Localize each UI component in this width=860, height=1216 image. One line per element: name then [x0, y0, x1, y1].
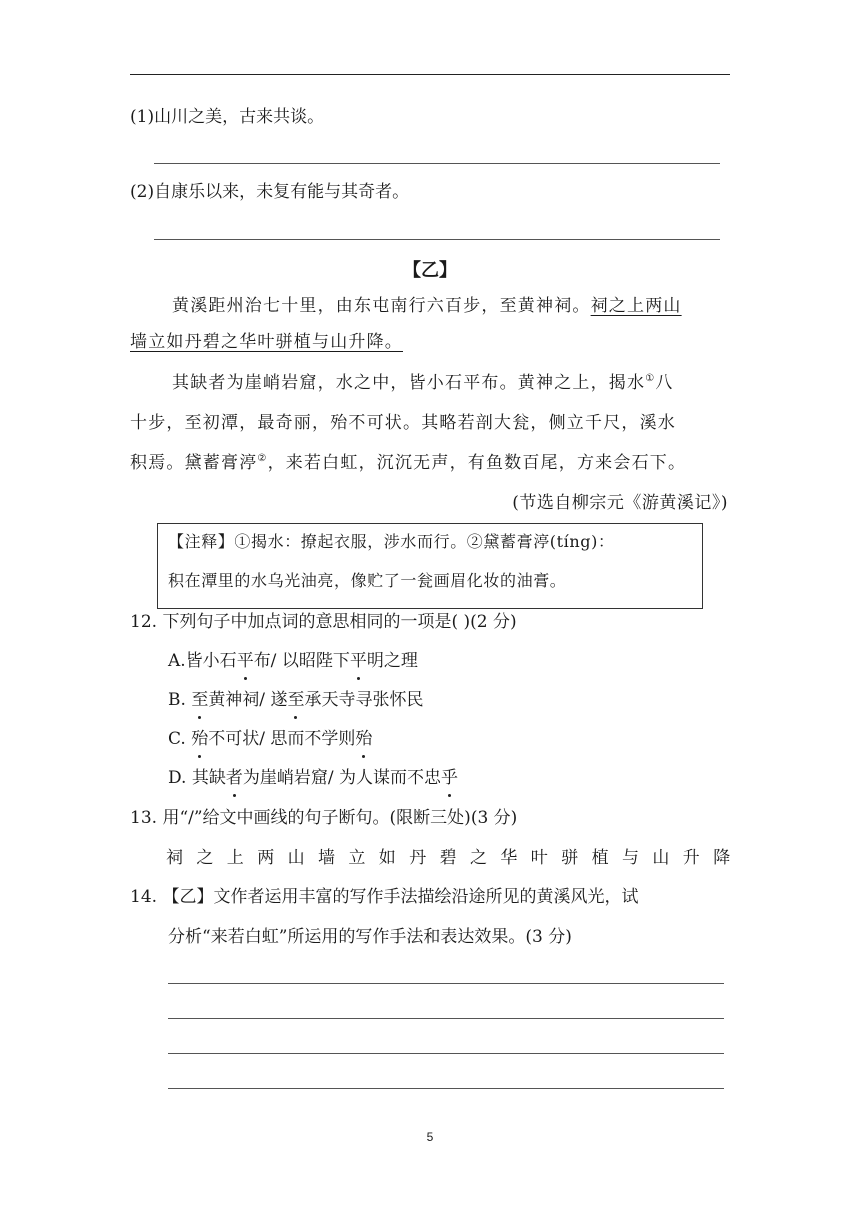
option-text: 承天寺寻张怀民 [304, 690, 424, 710]
source-citation: (节选自柳宗元《游黄溪记》) [512, 493, 728, 513]
answer-line[interactable] [168, 983, 724, 984]
answer-line[interactable] [154, 163, 720, 164]
passage-text: 积焉。黛蓄膏渟 [130, 453, 258, 473]
sentence-to-punctuate[interactable]: 祠之上两山墙立如丹碧之华叶骈植与山升降 [166, 848, 744, 868]
dotted-char: 者 [226, 765, 243, 791]
option-text: 布/ 以昭陛下 [253, 651, 350, 671]
passage-line: 十步，至初潭，最奇丽，殆不可状。其略若剖大瓮，侧立千尺，溪水 [130, 413, 676, 433]
section-title: 【乙】 [403, 260, 457, 281]
footnote-mark: ① [645, 373, 656, 384]
item-2: (2)自康乐以来，未复有能与其奇者。 [130, 182, 410, 202]
passage-text: 其缺者为崖峭岩窟，水之中，皆小石平布。黄神之上，揭水 [172, 373, 646, 393]
option-text: 黄神祠/ 遂 [208, 690, 288, 710]
top-rule [130, 74, 730, 75]
option-a[interactable] [168, 648, 418, 674]
option-text: 不可状/ 思而不学则 [208, 729, 356, 749]
option-text: C. [168, 729, 192, 749]
passage-text: 黄溪距州治七十里，由东屯南行六百步，至黄神祠。 [172, 296, 591, 316]
answer-line[interactable] [154, 239, 720, 240]
dotted-char: 至 [287, 687, 304, 713]
dotted-char: 至 [191, 687, 208, 713]
underlined-sentence: 祠之上两山 [590, 296, 682, 316]
dotted-char: 平 [350, 648, 367, 674]
page-number: 5 [426, 1130, 434, 1144]
question-13-stem: 13. 用“/”给文中画线的句子断句。(限断三处)(3 分) [130, 808, 518, 828]
option-text: D. 其缺 [168, 768, 226, 788]
item-1: (1)山川之美，古来共谈。 [130, 107, 325, 127]
passage-text: ，来若白虹，沉沉无声，有鱼数百尾，方来会石下。 [267, 453, 687, 473]
answer-line[interactable] [168, 1088, 724, 1089]
answer-line[interactable] [168, 1018, 724, 1019]
question-14-stem-cont: 分析“来若白虹”所运用的写作手法和表达效果。(3 分) [168, 927, 572, 947]
footnote-mark: ② [257, 453, 268, 464]
option-text: 明之理 [366, 651, 418, 671]
underlined-sentence: 墙立如丹碧之华叶骈植与山升降。 [130, 332, 403, 352]
annotation-line: 【注释】①揭水：撩起衣服，涉水而行。②黛蓄膏渟(tíng)： [168, 532, 615, 551]
dotted-char: 乎 [441, 765, 458, 791]
annotation-line: 积在潭里的水乌光油亮，像贮了一瓮画眉化妆的油膏。 [168, 571, 567, 590]
question-12-stem: 12. 下列句子中加点词的意思相同的一项是( )(2 分) [130, 612, 517, 632]
option-c[interactable] [168, 726, 372, 752]
option-text: 为崖峭岩窟/ 为人谋而不忠 [242, 768, 441, 788]
passage-line [172, 370, 674, 396]
passage-line [130, 329, 403, 355]
dotted-char: 殆 [355, 726, 372, 752]
option-d[interactable] [168, 765, 458, 791]
answer-line[interactable] [168, 1053, 724, 1054]
passage-text: 八 [655, 373, 674, 393]
option-text: B. [168, 690, 192, 710]
question-14-stem: 14. 【乙】文作者运用丰富的写作手法描绘沿途所见的黄溪风光，试 [130, 887, 639, 907]
dotted-char: 平 [237, 648, 254, 674]
option-b[interactable] [168, 687, 423, 713]
dotted-char: 殆 [191, 726, 208, 752]
option-text: A.皆小石 [168, 651, 237, 671]
passage-line [172, 293, 682, 319]
passage-line [130, 450, 686, 476]
